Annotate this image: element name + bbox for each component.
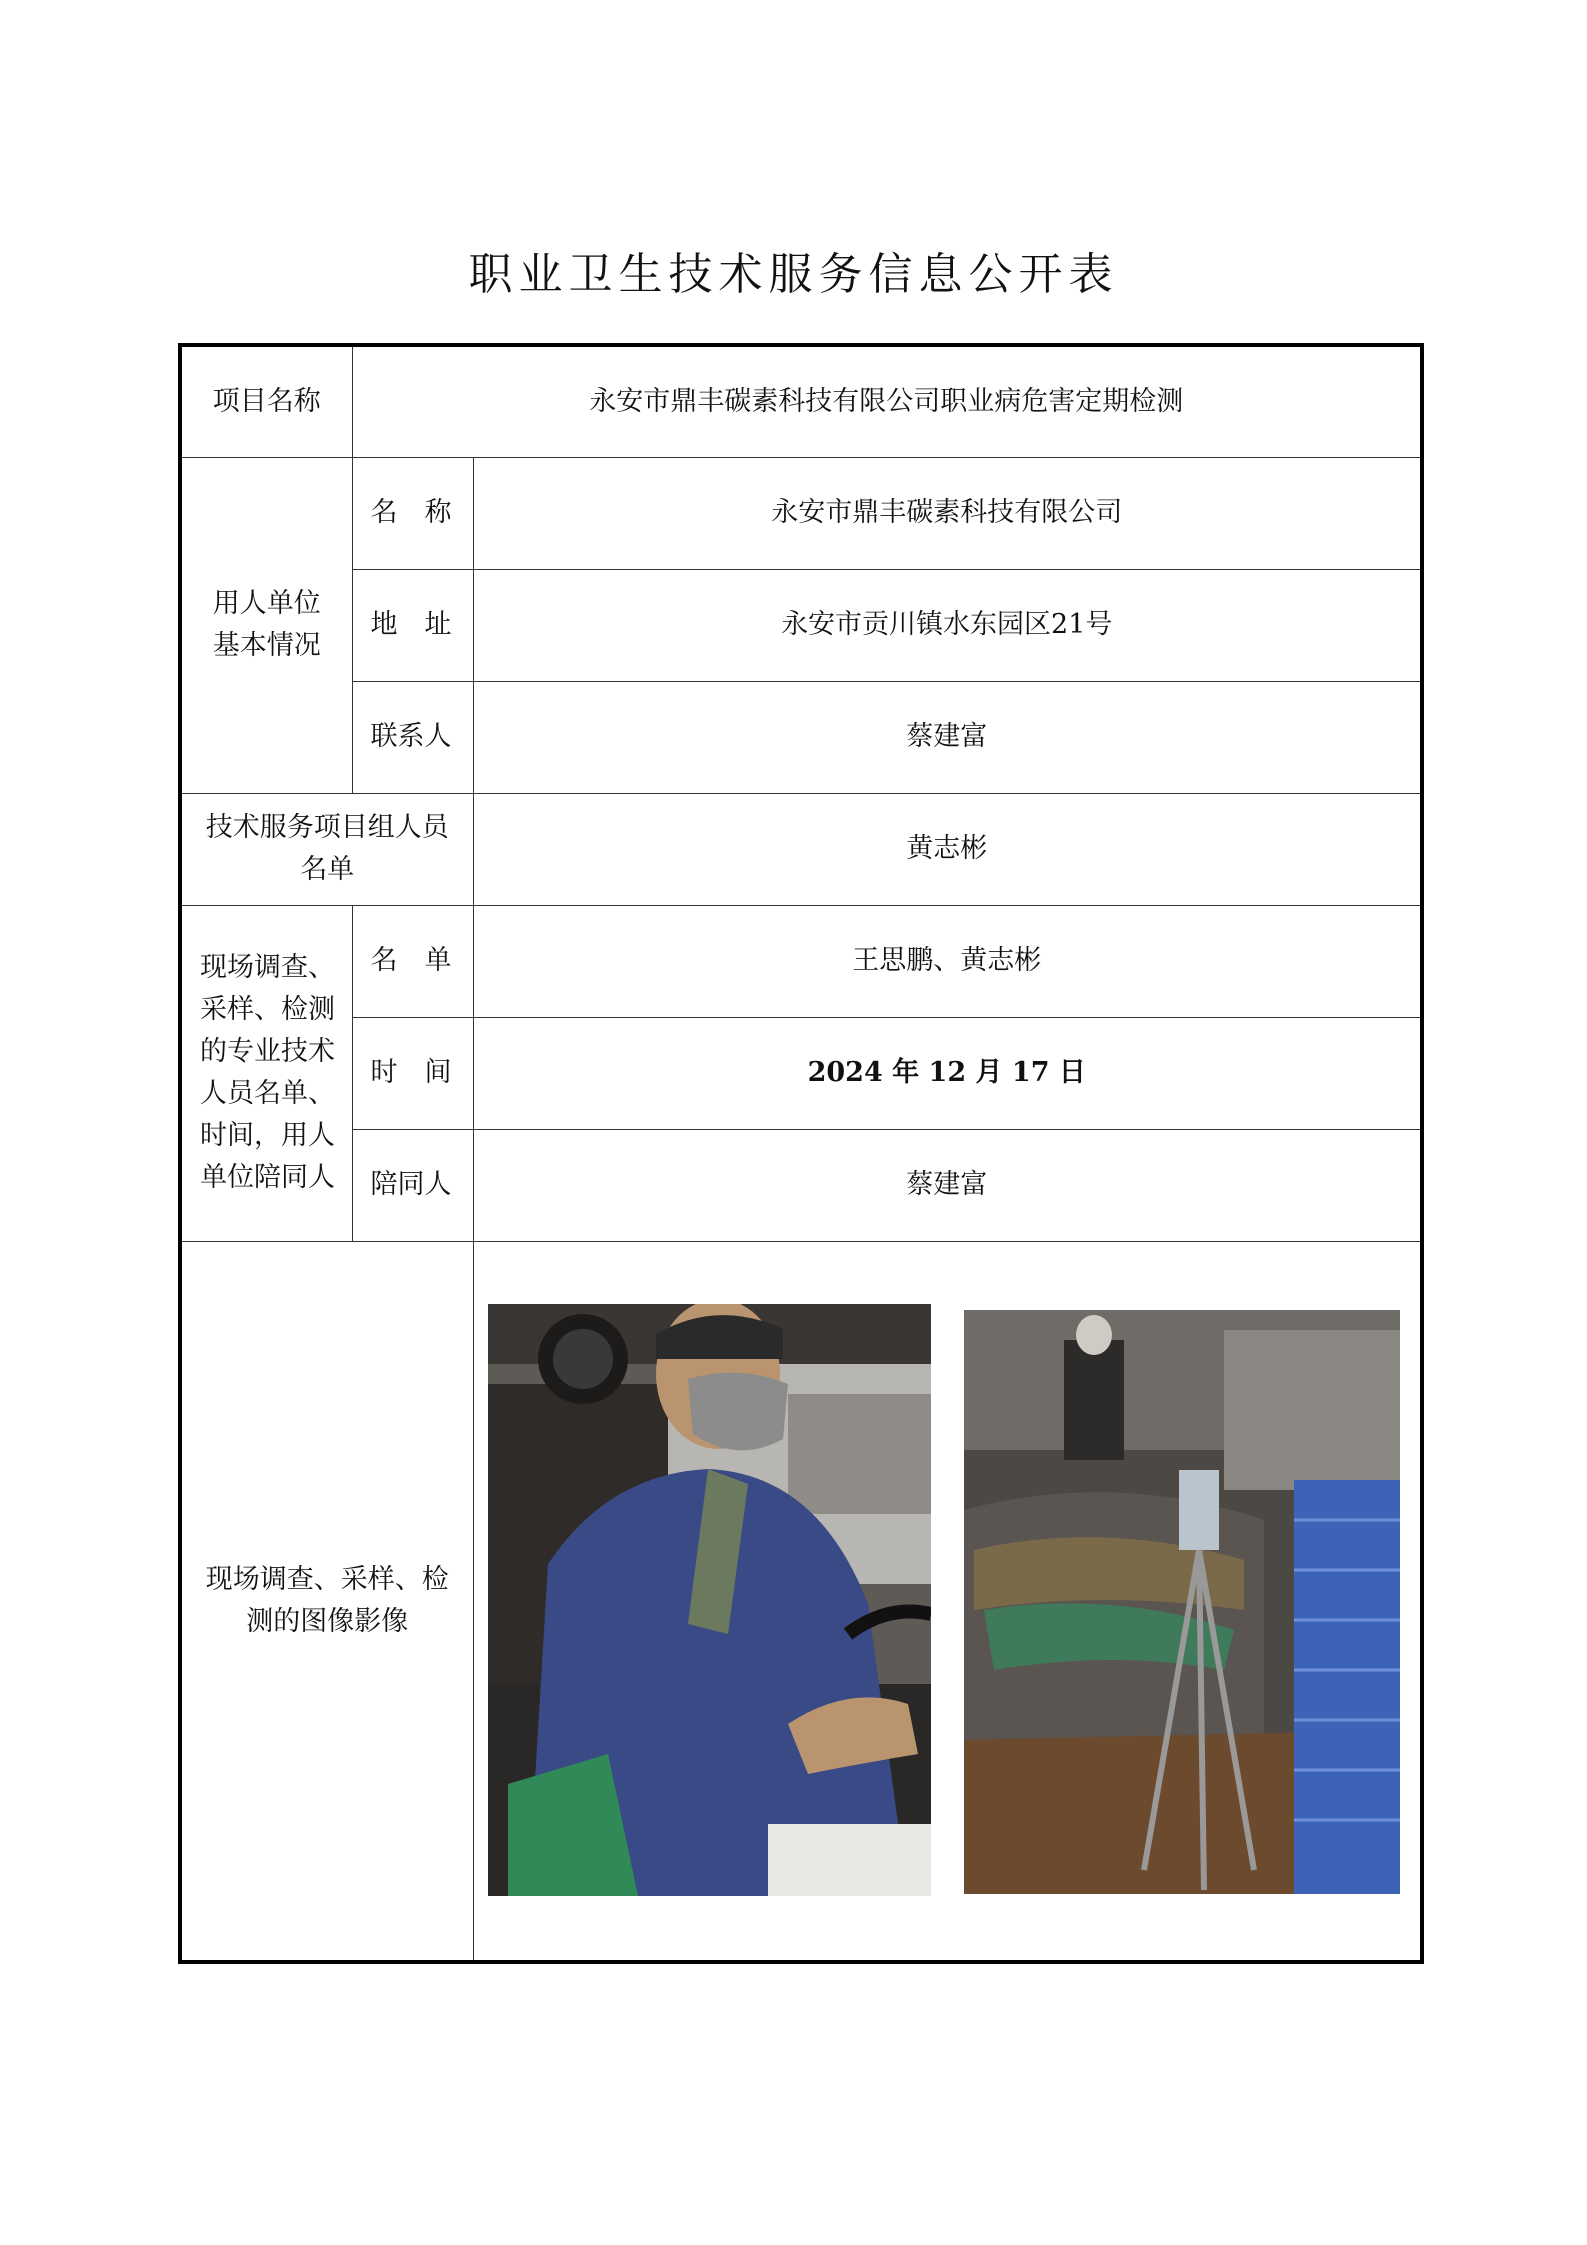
survey-time-value: 2024 年 12 月 17 日 (473, 1017, 1422, 1129)
row-survey-escort (180, 1129, 1422, 1241)
info-table (178, 343, 1424, 1964)
row-team (180, 793, 1422, 905)
row-project (180, 345, 1422, 457)
survey-escort-value: 蔡建富 (473, 1129, 1422, 1241)
survey-time-label: 时 间 (352, 1017, 473, 1129)
row-employer-name (180, 457, 1422, 569)
survey-list-value: 王思鹏、黄志彬 (473, 905, 1422, 1017)
team-value: 黄志彬 (473, 793, 1422, 905)
survey-label-line: 单位陪同人 (200, 1161, 335, 1193)
team-label (180, 793, 473, 905)
images-label-line1: 现场调查、采样、检 (205, 1563, 449, 1595)
employer-contact-label: 联系人 (352, 681, 473, 793)
tripod-sampling-equipment-photo (964, 1310, 1400, 1894)
project-value: 永安市鼎丰碳素科技有限公司职业病危害定期检测 (352, 345, 1422, 457)
survey-list-label: 名 单 (352, 905, 473, 1017)
survey-label (180, 905, 352, 1241)
employer-address-value: 永安市贡川镇水东园区21号 (473, 569, 1422, 681)
survey-label-line: 的专业技术 (200, 1036, 335, 1068)
row-employer-address (180, 569, 1422, 681)
project-label: 项目名称 (180, 345, 352, 457)
images-label-line2: 测的图像影像 (246, 1605, 409, 1637)
employer-name-label: 名 称 (352, 457, 473, 569)
page-title: 职业卫生技术服务信息公开表 (468, 249, 1119, 300)
images-label (180, 1241, 473, 1962)
employer-label-line2: 基本情况 (212, 630, 321, 661)
images-container (474, 1242, 1421, 1960)
row-employer-contact (180, 681, 1422, 793)
row-images (180, 1241, 1422, 1962)
row-survey-time (180, 1017, 1422, 1129)
employer-label-line1: 用人单位 (212, 588, 321, 620)
row-survey-list (180, 905, 1422, 1017)
survey-label-line: 现场调查、 (200, 952, 335, 984)
survey-label-line: 采样、检测 (200, 994, 335, 1026)
team-label-line2: 名单 (300, 854, 355, 885)
employer-contact-value: 蔡建富 (473, 681, 1422, 793)
survey-label-line: 时间，用人 (200, 1119, 335, 1151)
team-label-line1: 技术服务项目组人员 (205, 812, 449, 844)
employer-address-label: 地 址 (352, 569, 473, 681)
employer-label (180, 457, 352, 793)
employer-name-value: 永安市鼎丰碳素科技有限公司 (473, 457, 1422, 569)
survey-label-line: 人员名单、 (200, 1078, 335, 1109)
survey-escort-label: 陪同人 (352, 1129, 473, 1241)
worker-with-sampler-photo (488, 1304, 931, 1896)
